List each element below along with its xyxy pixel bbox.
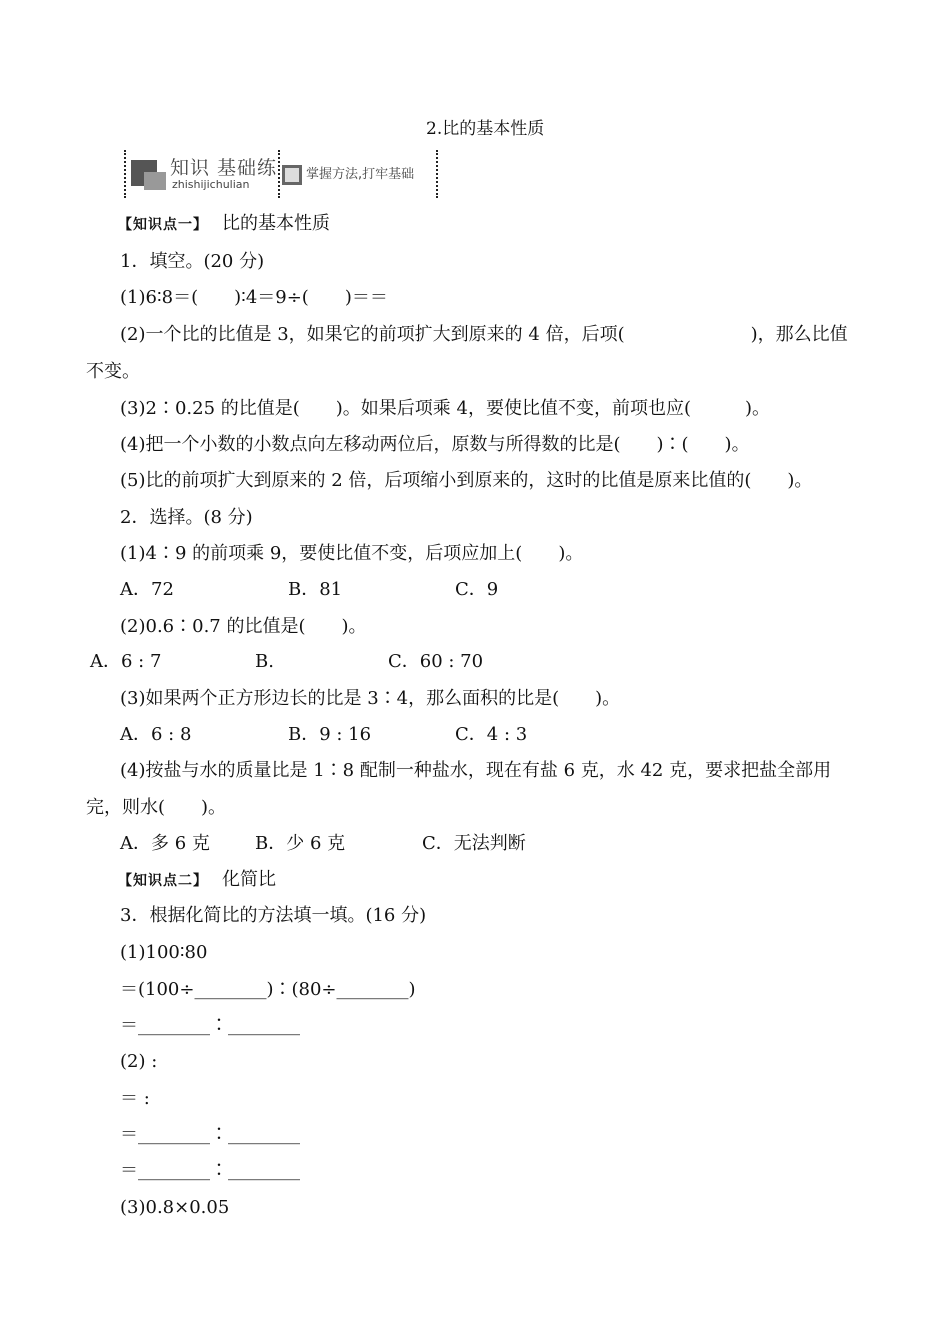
question-2-sub-2: (2)0.6∶0.7 的比值是( )。 xyxy=(120,616,367,637)
badge-divider-right xyxy=(436,150,440,198)
knowledge-point-tag: 【知识点一】 xyxy=(118,217,208,233)
question-1-heading: 1．填空。(20 分) xyxy=(120,251,265,272)
badge-square-icon xyxy=(282,165,302,185)
knowledge-point-label: 化简比 xyxy=(222,869,276,890)
badge-pinyin: zhishijichulian xyxy=(172,178,250,191)
question-3-line-6: ＝________∶________ xyxy=(120,1124,300,1145)
choice-c: C．60 : 70 xyxy=(388,651,484,672)
question-2-sub-1: (1)4∶9 的前项乘 9，要使比值不变，后项应加上( )。 xyxy=(120,543,584,564)
knowledge-point-tag: 【知识点二】 xyxy=(118,873,208,889)
choice-b: B. xyxy=(255,651,274,672)
question-2-sub-3: (3)如果两个正方形边长的比是 3∶4，那么面积的比是( )。 xyxy=(120,688,621,709)
choice-c: C．4 : 3 xyxy=(455,724,528,745)
question-1-part-3: (3)2∶0.25 的比值是( )。如果后项乘 4，要使比值不变，前项也应( )。 xyxy=(120,398,771,419)
question-3-line-7: ＝________∶________ xyxy=(120,1160,300,1181)
question-3-line-2: ＝(100÷________)∶(80÷________) xyxy=(120,979,416,1000)
choice-a: A．6 : 8 xyxy=(120,724,192,745)
question-3-heading: 3．根据化简比的方法填一填。(16 分) xyxy=(120,905,427,926)
question-3-line-4: (2) : xyxy=(120,1051,158,1072)
question-1-part-5: (5)比的前项扩大到原来的 2 倍，后项缩小到原来的，这时的比值是原来比值的( )。 xyxy=(120,470,813,491)
question-1-part-2: (2)一个比的比值是 3，如果它的前项扩大到原来的 4 倍，后项( )，那么比值 xyxy=(120,324,848,345)
choice-a: A．多 6 克 xyxy=(120,833,210,854)
question-1-part-1: (1)6∶8＝( )∶4＝9÷( )＝＝ xyxy=(120,287,388,308)
question-3-line-8: (3)0.8×0.05 xyxy=(120,1197,230,1218)
choice-c: C．无法判断 xyxy=(422,833,526,854)
knowledge-point-2 xyxy=(118,868,276,892)
knowledge-point-1 xyxy=(118,212,330,236)
question-3-line-5: ＝ : xyxy=(120,1088,150,1109)
choice-b: B．少 6 克 xyxy=(255,833,346,854)
choice-c: C．9 xyxy=(455,579,499,600)
choice-b: B．81 xyxy=(288,579,343,600)
badge-logo-shadow-icon xyxy=(144,172,166,190)
question-3-line-3: ＝________∶________ xyxy=(120,1015,300,1036)
question-2-sub-4: (4)按盐与水的质量比是 1∶8 配制一种盐水，现在有盐 6 克，水 42 克，要求把盐全部用 xyxy=(120,760,832,781)
question-2-heading: 2．选择。(8 分) xyxy=(120,507,253,528)
question-1-part-2-continued: 不变。 xyxy=(86,361,140,382)
page-title: 2.比的基本性质 xyxy=(426,119,545,139)
badge-title: 知识 基础练 xyxy=(170,157,278,179)
question-1-part-4: (4)把一个小数的小数点向左移动两位后，原数与所得数的比是( )∶( )。 xyxy=(120,434,750,455)
question-2-sub-4-continued: 完，则水( )。 xyxy=(86,797,227,818)
badge-slogan: 掌握方法,打牢基础 xyxy=(306,167,415,182)
choice-a: A．72 xyxy=(120,579,174,600)
choice-a: A．6 : 7 xyxy=(90,651,162,672)
choice-b: B．9 : 16 xyxy=(288,724,372,745)
section-badge xyxy=(122,148,442,202)
badge-divider-left xyxy=(124,150,128,198)
question-3-line-1: (1)100∶80 xyxy=(120,942,208,963)
knowledge-point-label: 比的基本性质 xyxy=(222,213,330,234)
